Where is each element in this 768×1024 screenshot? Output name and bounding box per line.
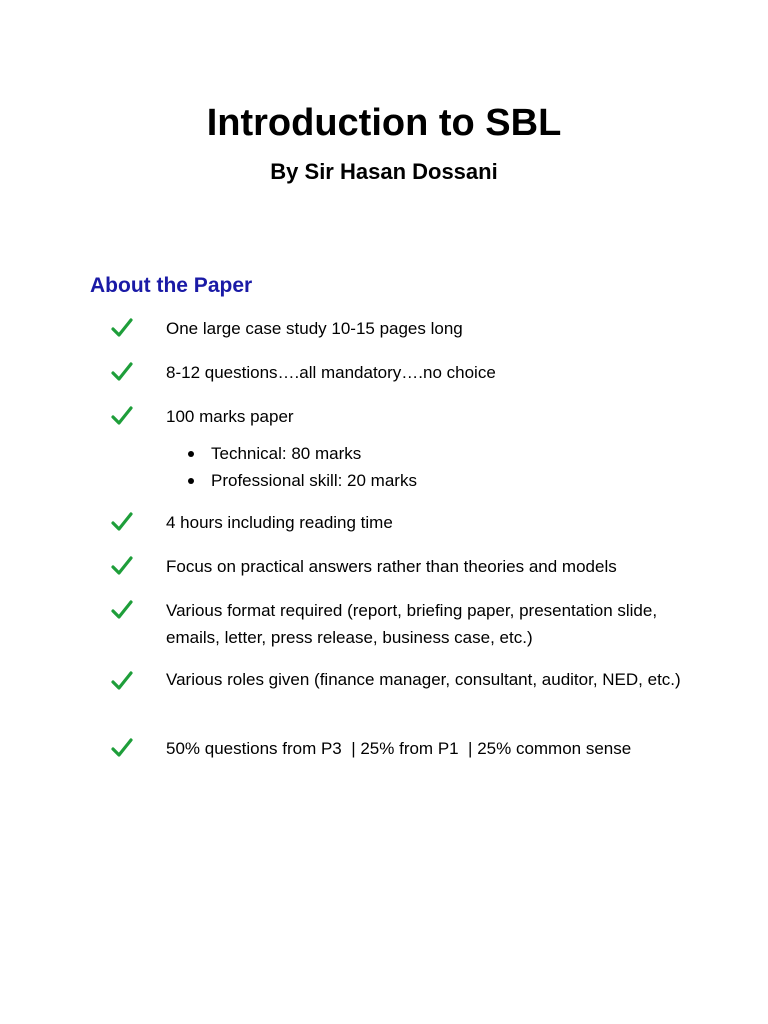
sub-list-item — [188, 440, 588, 467]
list-item-text: 4 hours including reading time — [166, 513, 393, 532]
checkmark-icon — [110, 404, 134, 428]
checkmark-icon — [110, 360, 134, 384]
list-item-text: 8-12 questions….all mandatory….no choice — [166, 363, 496, 382]
sub-list-item-text: Professional skill: 20 marks — [211, 471, 417, 490]
sub-list — [188, 440, 588, 494]
list-item-text: Various roles given (finance manager, consultant, auditor, NED, etc.) — [166, 670, 681, 689]
checkmark-icon — [110, 554, 134, 578]
checkmark-icon — [110, 669, 134, 693]
checkmark-icon — [110, 316, 134, 340]
list-item-text: 50% questions from P3 | 25% from P1 | 25% common sense — [166, 739, 632, 758]
section-heading: About the Paper — [90, 274, 253, 297]
sub-list-item-text: Technical: 80 marks — [211, 444, 362, 463]
checkmark-icon — [110, 736, 134, 760]
bullet-icon — [188, 478, 194, 484]
list-item-text: Focus on practical answers rather than theories and models — [166, 557, 617, 576]
checkmark-icon — [110, 598, 134, 622]
sub-list-item — [188, 467, 588, 494]
page-subtitle: By Sir Hasan Dossani — [270, 159, 498, 184]
list-item-text: One large case study 10-15 pages long — [166, 319, 463, 338]
page-title: Introduction to SBL — [206, 102, 562, 144]
checkmark-icon — [110, 510, 134, 534]
bullet-icon — [188, 451, 194, 457]
list-item-text: 100 marks paper — [166, 407, 294, 426]
list-item-text: Various format required (report, briefing paper, presentation slide, emails, letter, press release, business case, etc.) — [166, 601, 658, 647]
